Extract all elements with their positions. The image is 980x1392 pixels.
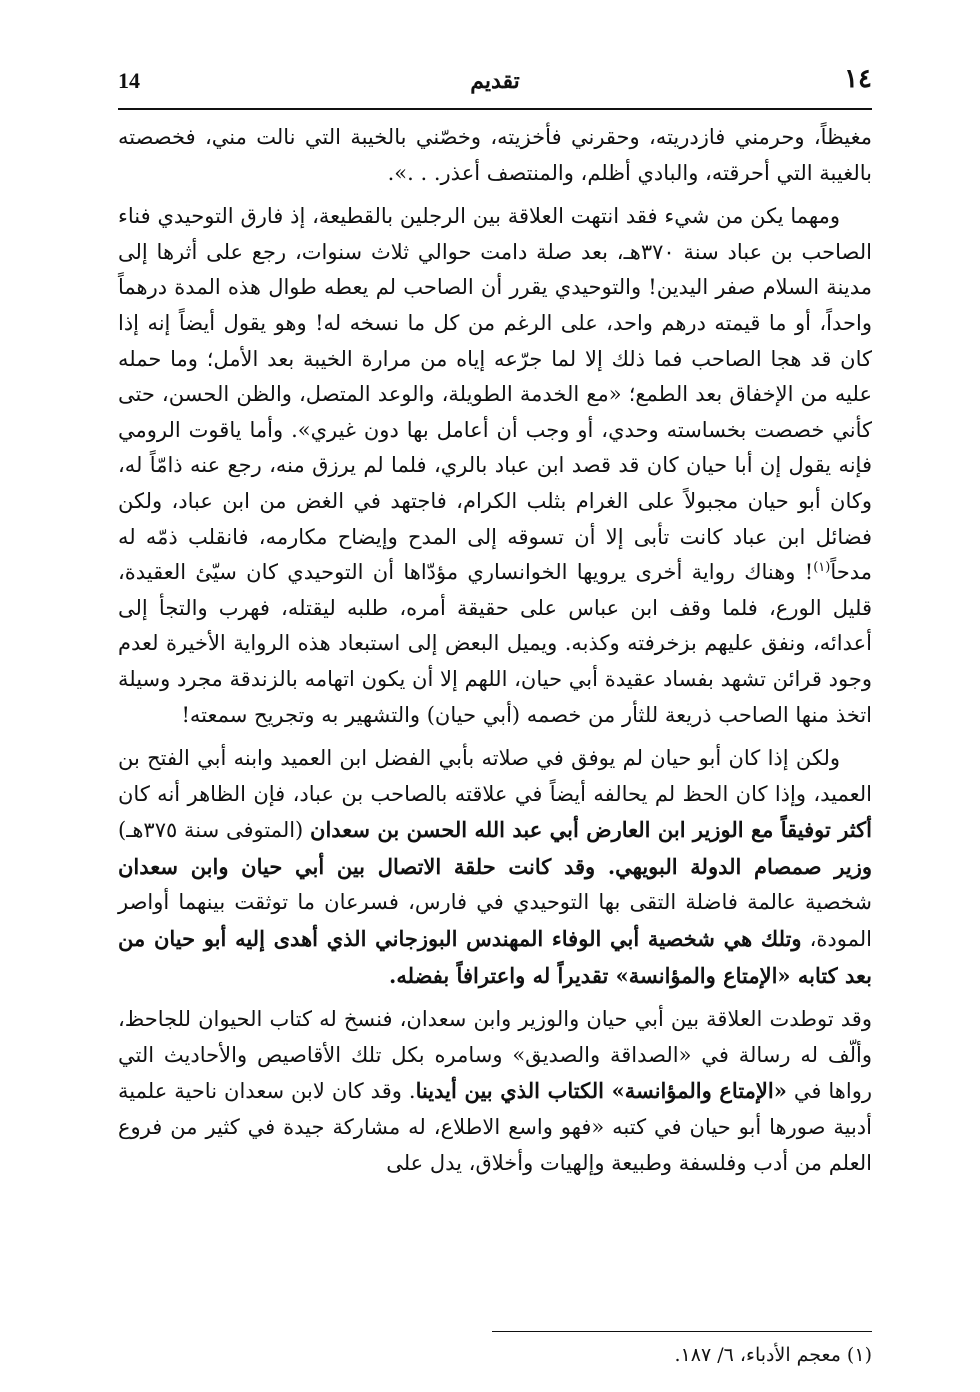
footnote-divider — [492, 1331, 872, 1332]
bold-text-segment: «الإمتاع والمؤانسة» الكتاب الذي بين أيدينا — [415, 1078, 787, 1104]
paragraph — [118, 741, 872, 994]
paragraph — [118, 199, 872, 733]
page-number-latin: 14 — [118, 68, 140, 93]
footnote: (١) معجم الأدباء، ٦/ ١٨٧. — [674, 1344, 872, 1366]
text-segment: . وقد كان لابن سعدان ناحية علمية أدبية صورها أبو حيان في كتبه «فهو واسع الاطلاع، له مشاركة جيدة في كثير من فروع العلم من أدب وفلسفة وطبيعة وإلهيات وأخلاق، يدل على — [118, 1079, 872, 1175]
bold-text-segment: وزير صمصام الدولة البويهي. وقد كانت حلقة الاتصال بين أبي حيان وابن سعدان — [118, 853, 872, 879]
running-title: تقديم — [470, 68, 520, 94]
text-segment: (المتوفى سنة ٣٧٥هـ) — [118, 818, 311, 843]
text-segment: ولكن إذا كان أبو حيان لم يوفق في صلاته بأبي الفضل ابن العميد وابنه أبي الفتح بن العميد، وإذا كان الحظ لم يحالفه أيضاً في علاقته بالصاحب بن عباد، فإن الظاهر أنه كان — [118, 746, 872, 806]
page-number-arabic: ١٤ — [844, 64, 872, 94]
text-segment: مغيظاً، وحرمني فازدريته، وحقرني فأخزيته، وخصّني بالخيبة التي نالت مني، فخصصته بالغيبة التي أحرقته، والبادي أظلم، والمنتصف أعذر. . .». — [118, 125, 872, 185]
body-text — [118, 120, 872, 1189]
text-segment: وقد توطدت العلاقة بين أبي حيان والوزير وابن سعدان، فنسخ له كتاب الحيوان للجاحظ، وألّف له رسالة في «الصداقة والصديق» وسامره بكل تلك الأقاصيص والأحاديث التي رواها في — [118, 1007, 872, 1104]
page-header — [118, 58, 872, 110]
text-segment: ومهما يكن من شيء فقد انتهت العلاقة بين الرجلين بالقطيعة، إذ فارق التوحيدي فناء الصاحب بن عباد سنة ٣٧٠هـ، بعد صلة دامت حوالي ثلاث سنوات، رجع على أثرها إلى مدينة السلام صفر اليدين! والتوحيدي يقرر أن الصاحب لم يعطه طوال هذه المدة درهماً واحداً، أو ما قيمته درهم واحد، على الرغم من كل ما نسخه له! وهو يقول أيضاً إنه إذا كان قد هجا الصاحب فما ذلك إلا لما جرّعه إياه من مرارة الخيبة بعد الأمل؛ وما حمله عليه من الإخفاق بعد الطمع؛ «مع الخدمة الطويلة، والوعد المتصل، والظن الحسن، حتى كأني خصصت بخساسته وحدي، أو وجب أن أعامل بها دون غيري». وأما ياقوت الرومي فإنه يقول إن أبا حيان كان قد قصد ابن عباد بالري، فلما لم يرزق منه، رجع عنه ذامّاً له، وكان أبو حيان مجبولاً على الغرام بثلب الكرام، فاجتهد في الغض من ابن عباد، ولكن فضائل ابن عباد كانت تأبى إلا أن تسوقه إلى المدح وإيضاح مكارمه، فانقلب ذمّه له مدحاً — [118, 204, 872, 585]
footnote-marker: (١) — [813, 560, 831, 576]
paragraph — [118, 1002, 872, 1181]
bold-text-segment: أكثر توفيقاً مع الوزير ابن العارض أبي عبد الله الحسن بن سعدان — [310, 817, 873, 843]
bold-text-segment: وتلك هي شخصية أبي الوفاء المهندس البوزجاني الذي أهدى إليه أبو حيان من بعد كتابه «الإمتاع والمؤانسة» تقديراً له واعترافاً بفضله. — [118, 926, 872, 988]
paragraph — [118, 120, 872, 191]
text-segment: ! وهناك رواية أخرى يرويها الخوانساري مؤدّاها أن التوحيدي كان سيّئ العقيدة، قليل الورع، فلما وقف ابن عباس على حقيقة أمره، طلبه ليقتله، فهرب والتجأ إلى أعدائه، ونفق عليهم بزخرفته وكذبه. ويميل البعض إلى استبعاد هذه الرواية الأخيرة لعدم وجود قرائن تشهد بفساد عقيدة أبي حيان، اللهم إلا أن يكون اتهامه بالزندقة مجرد وسيلة اتخذ منها الصاحب ذريعة للثأر من خصمه (أبي حيان) والتشهير به وتجريح سمعته! — [118, 560, 872, 727]
text-segment: شخصية عالمة فاضلة التقى بها التوحيدي في فارس، فسرعان ما توثقت بينهما أواصر المودة، — [118, 890, 873, 952]
